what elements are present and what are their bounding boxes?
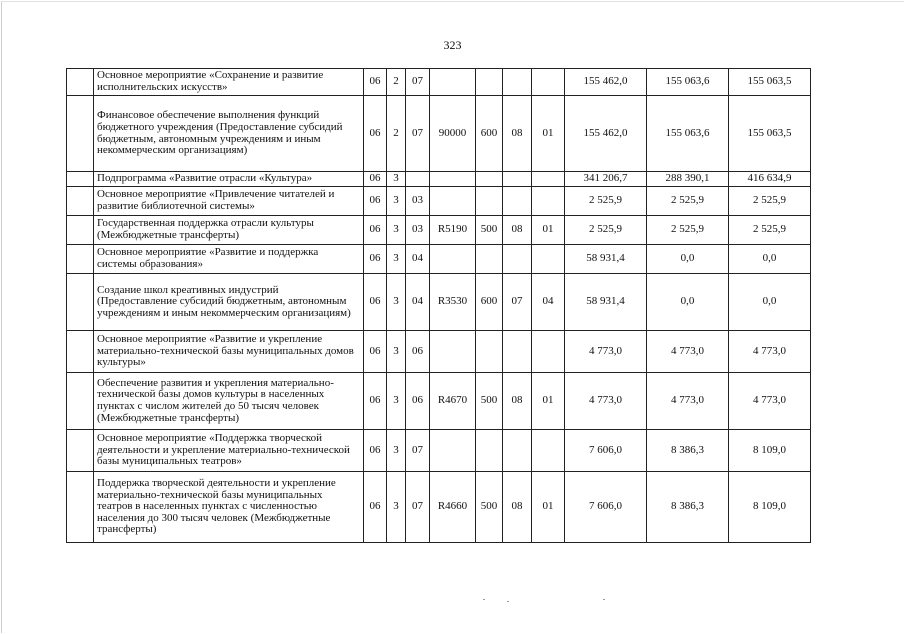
table-row — [67, 96, 811, 172]
table-row — [67, 245, 811, 274]
row-amount-cell-v2: 2 525,9 — [647, 216, 729, 245]
row-blank-cell — [67, 373, 94, 430]
row-amount-cell-v2: 288 390,1 — [647, 172, 729, 187]
row-code-cell-c3: 07 — [406, 472, 430, 543]
row-code-cell-c7: 01 — [532, 216, 565, 245]
table-row — [67, 331, 811, 373]
row-code-cell-c5 — [476, 331, 503, 373]
row-amount-cell-v1: 7 606,0 — [565, 472, 647, 543]
row-blank-cell — [67, 69, 94, 96]
row-amount-cell-v3: 155 063,5 — [729, 69, 811, 96]
row-amount-cell-v1: 2 525,9 — [565, 187, 647, 216]
row-code-cell-c6: 08 — [503, 96, 532, 172]
row-amount-cell-v2: 8 386,3 — [647, 430, 729, 472]
row-code-cell-c6 — [503, 331, 532, 373]
row-code-cell-c6 — [503, 430, 532, 472]
row-amount-cell-v3: 4 773,0 — [729, 331, 811, 373]
row-name-cell: Поддержка творческой деятельности и укрепление материально-технической базы муниципальных театров в населенных пунктах с численностью населения до 300 тысяч человек (Межбюджетные трансферты) — [94, 472, 364, 543]
row-code-cell-c5: 500 — [476, 373, 503, 430]
row-code-cell-c4 — [430, 331, 476, 373]
table-row — [67, 373, 811, 430]
row-code-cell-c2: 3 — [387, 245, 406, 274]
row-name-cell: Основное мероприятие «Сохранение и развитие исполнительских искусств» — [94, 69, 364, 96]
row-code-cell-c4 — [430, 172, 476, 187]
row-code-cell-c1: 06 — [364, 216, 387, 245]
row-code-cell-c2: 3 — [387, 472, 406, 543]
row-blank-cell — [67, 216, 94, 245]
row-code-cell-c2: 2 — [387, 69, 406, 96]
row-amount-cell-v2: 2 525,9 — [647, 187, 729, 216]
row-code-cell-c7 — [532, 69, 565, 96]
row-code-cell-c2: 3 — [387, 373, 406, 430]
row-blank-cell — [67, 187, 94, 216]
row-code-cell-c7 — [532, 187, 565, 216]
row-name-cell: Основное мероприятие «Развитие и укрепление материально-технической базы муниципальных домов культуры» — [94, 331, 364, 373]
row-code-cell-c4 — [430, 245, 476, 274]
row-name-cell: Основное мероприятие «Развитие и поддержка системы образования» — [94, 245, 364, 274]
row-code-cell-c3: 06 — [406, 331, 430, 373]
row-code-cell-c6: 08 — [503, 373, 532, 430]
row-code-cell-c1: 06 — [364, 172, 387, 187]
row-code-cell-c7 — [532, 245, 565, 274]
row-amount-cell-v3: 0,0 — [729, 274, 811, 331]
row-blank-cell — [67, 274, 94, 331]
row-code-cell-c1: 06 — [364, 69, 387, 96]
row-blank-cell — [67, 96, 94, 172]
row-amount-cell-v1: 58 931,4 — [565, 245, 647, 274]
row-amount-cell-v2: 0,0 — [647, 245, 729, 274]
row-code-cell-c2: 2 — [387, 96, 406, 172]
table-row — [67, 172, 811, 187]
row-amount-cell-v1: 155 462,0 — [565, 96, 647, 172]
row-blank-cell — [67, 245, 94, 274]
table-body — [67, 69, 811, 543]
row-code-cell-c6 — [503, 187, 532, 216]
row-code-cell-c6 — [503, 245, 532, 274]
row-code-cell-c3 — [406, 172, 430, 187]
row-name-cell: Создание школ креативных индустрий (Предоставление субсидий бюджетным, автономным учреждениям и иным некоммерческим организациям) — [94, 274, 364, 331]
row-code-cell-c2: 3 — [387, 187, 406, 216]
row-code-cell-c4: R4670 — [430, 373, 476, 430]
row-blank-cell — [67, 172, 94, 187]
row-blank-cell — [67, 430, 94, 472]
row-code-cell-c5: 500 — [476, 216, 503, 245]
row-code-cell-c6: 07 — [503, 274, 532, 331]
row-code-cell-c5 — [476, 69, 503, 96]
row-amount-cell-v2: 4 773,0 — [647, 373, 729, 430]
table-row — [67, 69, 811, 96]
budget-table — [66, 68, 811, 543]
row-code-cell-c3: 07 — [406, 430, 430, 472]
row-code-cell-c1: 06 — [364, 472, 387, 543]
row-code-cell-c6: 08 — [503, 216, 532, 245]
row-amount-cell-v2: 155 063,6 — [647, 96, 729, 172]
row-code-cell-c7 — [532, 172, 565, 187]
row-code-cell-c2: 3 — [387, 430, 406, 472]
scan-speck — [507, 601, 509, 602]
row-code-cell-c4: 90000 — [430, 96, 476, 172]
row-amount-cell-v2: 155 063,6 — [647, 69, 729, 96]
scan-speck — [603, 599, 605, 600]
row-code-cell-c4: R4660 — [430, 472, 476, 543]
row-code-cell-c3: 07 — [406, 96, 430, 172]
row-code-cell-c5: 600 — [476, 96, 503, 172]
row-code-cell-c7: 01 — [532, 96, 565, 172]
row-code-cell-c4: R5190 — [430, 216, 476, 245]
row-amount-cell-v3: 8 109,0 — [729, 430, 811, 472]
row-code-cell-c4: R3530 — [430, 274, 476, 331]
row-amount-cell-v1: 4 773,0 — [565, 373, 647, 430]
row-code-cell-c1: 06 — [364, 430, 387, 472]
page-number: 323 — [443, 38, 462, 52]
row-name-cell: Основное мероприятие «Привлечение читателей и развитие библиотечной системы» — [94, 187, 364, 216]
row-code-cell-c3: 03 — [406, 216, 430, 245]
row-code-cell-c1: 06 — [364, 373, 387, 430]
row-code-cell-c3: 07 — [406, 69, 430, 96]
row-code-cell-c2: 3 — [387, 274, 406, 331]
row-amount-cell-v1: 341 206,7 — [565, 172, 647, 187]
row-blank-cell — [67, 472, 94, 543]
row-amount-cell-v1: 155 462,0 — [565, 69, 647, 96]
table-row — [67, 472, 811, 543]
row-code-cell-c5 — [476, 245, 503, 274]
table-row — [67, 430, 811, 472]
row-amount-cell-v2: 0,0 — [647, 274, 729, 331]
row-code-cell-c7 — [532, 331, 565, 373]
row-code-cell-c5 — [476, 187, 503, 216]
row-code-cell-c7: 01 — [532, 472, 565, 543]
table-row — [67, 216, 811, 245]
table-row — [67, 187, 811, 216]
row-name-cell: Подпрограмма «Развитие отрасли «Культура» — [94, 172, 364, 187]
row-amount-cell-v3: 155 063,5 — [729, 96, 811, 172]
row-code-cell-c4 — [430, 430, 476, 472]
row-code-cell-c2: 3 — [387, 331, 406, 373]
row-code-cell-c3: 06 — [406, 373, 430, 430]
row-amount-cell-v1: 58 931,4 — [565, 274, 647, 331]
scan-speck — [483, 599, 485, 600]
row-name-cell: Обеспечение развития и укрепления материально-технической базы домов культуры в населенных пунктах с числом жителей до 50 тысяч человек (Межбюджетные трансферты) — [94, 373, 364, 430]
row-amount-cell-v3: 0,0 — [729, 245, 811, 274]
row-amount-cell-v3: 2 525,9 — [729, 216, 811, 245]
row-blank-cell — [67, 331, 94, 373]
row-name-cell: Финансовое обеспечение выполнения функций бюджетного учреждения (Предоставление субсидий бюджетным, автономным учреждениям и иным некоммерческим организациям) — [94, 96, 364, 172]
row-code-cell-c7 — [532, 430, 565, 472]
table-row — [67, 274, 811, 331]
row-code-cell-c1: 06 — [364, 331, 387, 373]
row-code-cell-c1: 06 — [364, 274, 387, 331]
row-code-cell-c7: 04 — [532, 274, 565, 331]
row-amount-cell-v2: 4 773,0 — [647, 331, 729, 373]
row-amount-cell-v1: 2 525,9 — [565, 216, 647, 245]
row-amount-cell-v3: 2 525,9 — [729, 187, 811, 216]
row-code-cell-c1: 06 — [364, 96, 387, 172]
row-amount-cell-v1: 7 606,0 — [565, 430, 647, 472]
row-code-cell-c3: 04 — [406, 245, 430, 274]
row-name-cell: Государственная поддержка отрасли культуры (Межбюджетные трансферты) — [94, 216, 364, 245]
row-amount-cell-v3: 416 634,9 — [729, 172, 811, 187]
row-code-cell-c4 — [430, 187, 476, 216]
row-code-cell-c5 — [476, 430, 503, 472]
row-code-cell-c5: 500 — [476, 472, 503, 543]
row-code-cell-c6: 08 — [503, 472, 532, 543]
row-amount-cell-v1: 4 773,0 — [565, 331, 647, 373]
row-code-cell-c3: 03 — [406, 187, 430, 216]
row-amount-cell-v2: 8 386,3 — [647, 472, 729, 543]
row-code-cell-c5 — [476, 172, 503, 187]
row-amount-cell-v3: 4 773,0 — [729, 373, 811, 430]
row-amount-cell-v3: 8 109,0 — [729, 472, 811, 543]
row-code-cell-c4 — [430, 69, 476, 96]
row-code-cell-c7: 01 — [532, 373, 565, 430]
row-name-cell: Основное мероприятие «Поддержка творческой деятельности и укрепление материально-технической базы муниципальных театров» — [94, 430, 364, 472]
row-code-cell-c6 — [503, 172, 532, 187]
row-code-cell-c2: 3 — [387, 216, 406, 245]
row-code-cell-c3: 04 — [406, 274, 430, 331]
row-code-cell-c1: 06 — [364, 187, 387, 216]
row-code-cell-c5: 600 — [476, 274, 503, 331]
row-code-cell-c1: 06 — [364, 245, 387, 274]
row-code-cell-c2: 3 — [387, 172, 406, 187]
row-code-cell-c6 — [503, 69, 532, 96]
